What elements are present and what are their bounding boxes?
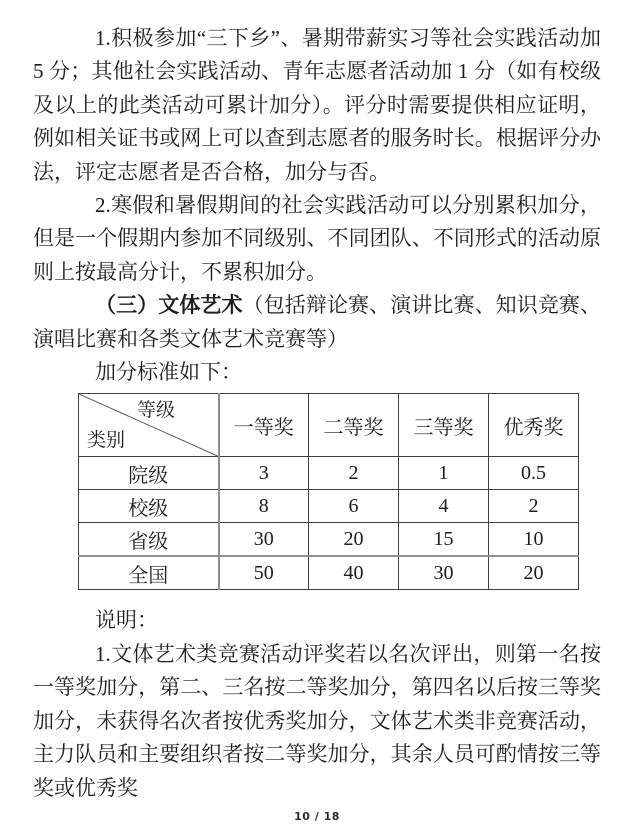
column-header-second-prize: 二等奖 (309, 394, 399, 457)
table-cell: 2 (309, 457, 399, 490)
note-title: 说明： (95, 608, 158, 633)
paragraph-table-intro: 加分标准如下： (95, 360, 242, 385)
table-cell: 3 (219, 457, 309, 490)
corner-label-level: 等级 (137, 400, 176, 422)
row-label: 省级 (79, 523, 219, 557)
table-cell: 2 (489, 490, 579, 523)
table-cell: 30 (399, 556, 489, 590)
table-cell: 30 (219, 523, 309, 557)
column-header-first-prize: 一等奖 (219, 394, 309, 457)
table-corner-cell (79, 394, 219, 457)
paragraph-social-practice-1: 1.积极参加“三下乡”、暑期带薪实习等社会实践活动加 5 分；其他社会实践活动、青年志愿者活动加 1 分（如有校级及以上的此类活动可累计加分）。评分时需要提供相应证明，例如相关证书或网上可以查到志愿者的服务时长。根据评分办法，评定志愿者是否合格，加分与否。 (33, 26, 601, 184)
table-cell: 20 (309, 523, 399, 557)
column-header-excellence-prize: 优秀奖 (489, 394, 579, 457)
column-header-third-prize: 三等奖 (399, 394, 489, 457)
paragraph-social-practice-2: 2.寒假和暑假期间的社会实践活动可以分别累积加分，但是一个假期内参加不同级别、不同团队、不同形式的活动原则上按最高分计，不累积加分。 (33, 193, 601, 284)
section-heading-description: （包括辩论赛、演讲比赛、知识竞赛、演唱比赛和各类文体艺术竞赛等） (33, 293, 601, 351)
table-cell: 1 (399, 457, 489, 490)
table-cell: 10 (489, 523, 579, 557)
row-label: 校级 (79, 490, 219, 523)
table-cell: 6 (309, 490, 399, 523)
page-number: 10 / 18 (294, 810, 340, 823)
table-cell: 40 (309, 556, 399, 590)
section-heading-title: （三）文体艺术 (95, 293, 243, 318)
table-cell: 8 (219, 490, 309, 523)
table-cell: 15 (399, 523, 489, 557)
paragraph-section-heading (33, 289, 601, 356)
table-cell: 4 (399, 490, 489, 523)
table-cell: 0.5 (489, 457, 579, 490)
corner-label-category: 类别 (87, 430, 126, 452)
note-paragraph-1: 1.文体艺术类竞赛活动评奖若以名次评出，则第一名按一等奖加分，第二、三名按二等奖加分，第四名以后按三等奖加分，未获得名次者按优秀奖加分，文体艺术类非竞赛活动，主力队员和主要组织者按二等奖加分，其余人员可酌情按三等奖或优秀奖 (33, 641, 601, 800)
table-cell: 20 (489, 556, 579, 590)
table-row-national-level (79, 556, 579, 590)
table-row-college-level (79, 457, 579, 490)
row-label: 院级 (79, 457, 219, 490)
table-row-university-level (79, 490, 579, 523)
table-cell: 50 (219, 556, 309, 590)
document-content (33, 22, 601, 805)
table-header-row (79, 394, 579, 457)
table-row-province-level (79, 523, 579, 557)
row-label: 全国 (79, 556, 219, 590)
score-table (78, 393, 579, 590)
